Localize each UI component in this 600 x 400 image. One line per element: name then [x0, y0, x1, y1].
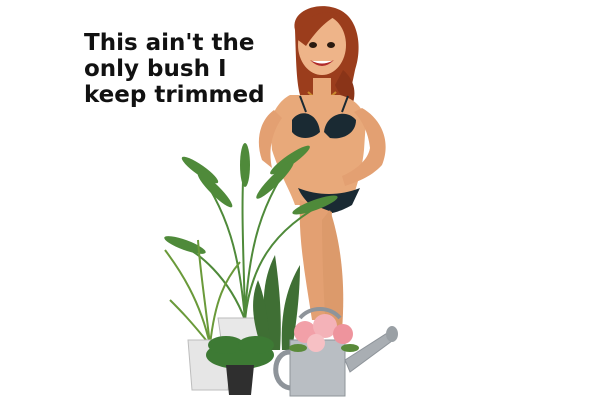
caption-line-2: only bush I: [84, 56, 227, 82]
small-fern: [206, 336, 274, 369]
fern-pot: [226, 365, 254, 395]
caption-line-3: keep trimmed: [84, 82, 265, 108]
snake-plant: [253, 255, 300, 350]
pink-roses: [289, 314, 359, 352]
caption-line-1: This ain't the: [84, 30, 255, 56]
